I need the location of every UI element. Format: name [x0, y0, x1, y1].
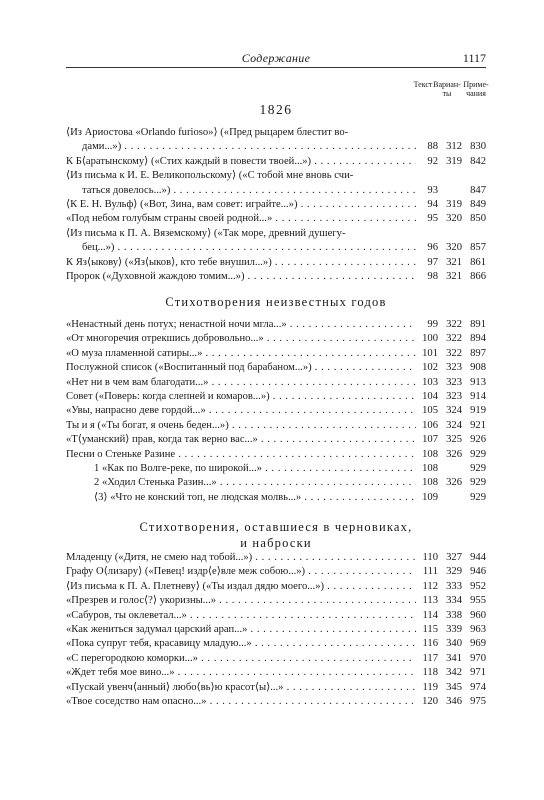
entry-title: ⟨3⟩ «Что не конский топ, не людская молвь...» [94, 491, 302, 503]
text-page: 101 [422, 347, 438, 359]
section-title-line: Стихотворения неизвестных годов [165, 295, 387, 309]
notes-page: 929 [470, 491, 486, 503]
variants-page: 339 [446, 623, 462, 635]
text-page: 113 [422, 595, 438, 607]
text-page: 96 [427, 242, 438, 254]
entry-title: «Под небом голубым страны своей родной...» [66, 213, 273, 225]
toc-entry[interactable] [66, 376, 486, 390]
notes-page: 960 [470, 609, 486, 621]
text-page: 110 [422, 552, 438, 563]
variants-page: 324 [446, 419, 462, 431]
text-page: 98 [427, 270, 438, 282]
notes-page: 908 [470, 362, 486, 374]
entry-title: «Презрев и голос⟨?⟩ укоризны...» [66, 595, 217, 607]
entry-title: «Ждет тебя мое вино...» [66, 667, 175, 679]
text-page: 119 [422, 681, 438, 693]
toc-entry[interactable] [66, 227, 486, 241]
entry-title: Графу О⟨лизару⟩ («Певец! издр⟨е⟩вле меж собою...») [66, 566, 306, 578]
variants-page: 319 [446, 155, 462, 167]
entry-title: 1 «Как по Волге-реке, по широкой...» [94, 462, 262, 474]
toc-entry[interactable] [66, 462, 486, 476]
variants-page: 324 [446, 405, 462, 417]
notes-page: 861 [470, 256, 486, 268]
entry-title: «Пока супруг тебя, красавицу младую...» [66, 638, 252, 650]
toc-entry[interactable] [66, 198, 486, 212]
entry-title: «Увы, напрасно деве гордой...» [66, 405, 206, 417]
toc-entry[interactable] [66, 404, 486, 418]
toc-list [66, 551, 486, 709]
entry-title: К Яз⟨ыкову⟩ («Яз⟨ыков⟩, кто тебе внушил...») [66, 256, 272, 268]
notes-page: 926 [470, 434, 486, 446]
toc-entry[interactable] [66, 169, 486, 183]
text-page: 97 [427, 256, 438, 268]
notes-page: 946 [470, 566, 486, 578]
notes-page: 970 [470, 652, 486, 664]
toc-entry[interactable] [66, 126, 486, 140]
section-title-line: и наброски [240, 536, 312, 550]
notes-page: 914 [470, 390, 486, 402]
notes-page: 897 [470, 347, 486, 359]
entry-title: «Нет ни в чем вам благодати...» [66, 376, 209, 388]
entry-title: «Пускай увенч⟨анный⟩ любо⟨вь⟩ю красот⟨ы⟩...» [66, 681, 284, 693]
entry-title: Пророк («Духовной жаждою томим...») [66, 270, 245, 282]
variants-page: 340 [446, 638, 462, 650]
section-title-line: Стихотворения, оставшиеся в черновиках, [139, 520, 413, 534]
variants-page: 345 [446, 681, 462, 693]
notes-page: 944 [470, 552, 486, 563]
notes-page: 929 [470, 462, 486, 474]
variants-page: 312 [446, 141, 462, 153]
entry-title: «С перегородкою коморки...» [66, 652, 198, 664]
toc-entry[interactable] [66, 580, 486, 594]
entry-title: Послужной список («Воспитанный под барабаном...») [66, 362, 312, 374]
column-headers [66, 77, 489, 101]
entry-title: «Сабуров, ты оклеветал...» [66, 609, 187, 621]
notes-page: 929 [470, 448, 486, 460]
text-page: 112 [422, 580, 438, 592]
text-page: 115 [422, 623, 438, 635]
notes-page: 894 [470, 333, 486, 345]
col-notes-label-2: чания [466, 89, 486, 98]
toc-entry[interactable] [66, 184, 486, 198]
text-page: 88 [427, 141, 438, 153]
toc-entry[interactable] [66, 448, 486, 462]
header-rule [66, 67, 486, 68]
toc-entry[interactable] [66, 332, 486, 346]
toc-entry[interactable] [66, 390, 486, 404]
notes-page: 921 [470, 419, 486, 431]
entry-title: Ты и я («Ты богат, я очень беден...») [66, 419, 229, 431]
text-page: 105 [422, 405, 438, 417]
variants-page: 323 [446, 390, 462, 402]
variants-page: 338 [446, 609, 462, 621]
notes-page: 975 [470, 695, 486, 707]
entry-title: Младенцу («Дитя, не смею над тобой...») [66, 552, 253, 563]
variants-page: 320 [446, 213, 462, 225]
variants-page: 325 [446, 434, 462, 446]
header-title: Содержание [241, 51, 311, 65]
entry-title: 2 «Ходил Стенька Разин...» [94, 477, 217, 489]
toc-entry[interactable] [66, 609, 486, 623]
toc-entry[interactable] [66, 241, 486, 255]
toc-entry[interactable] [66, 361, 486, 375]
toc-entry[interactable] [66, 637, 486, 651]
text-page: 102 [422, 362, 438, 374]
variants-page: 327 [446, 552, 462, 563]
entry-title: дами...») [82, 141, 122, 153]
entry-title: Совет («Поверь: когда слепней и комаров...») [66, 390, 270, 402]
page [66, 0, 489, 800]
notes-page: 857 [470, 242, 486, 254]
notes-page: 952 [470, 580, 486, 592]
variants-page: 326 [446, 477, 462, 489]
entry-title: «О муза пламенной сатиры...» [66, 347, 203, 359]
entry-title: ⟨Из письма к П. А. Плетневу⟩ («Ты издал дядю моего...») [66, 580, 325, 592]
notes-page: 913 [470, 376, 486, 388]
entry-title: «Т⟨уманский⟩ прав, когда так верно вас...» [66, 434, 258, 446]
toc-entry[interactable] [66, 212, 486, 226]
entry-title: Песни о Стеньке Разине [66, 448, 176, 460]
text-page: 99 [427, 319, 438, 330]
variants-page: 321 [446, 256, 462, 268]
text-page: 95 [427, 213, 438, 225]
toc-entry[interactable] [66, 652, 486, 666]
col-variants-label-1: Вариан- [433, 80, 461, 89]
variants-page: 320 [446, 242, 462, 254]
notes-page: 919 [470, 405, 486, 417]
notes-page: 849 [470, 198, 486, 210]
toc-entry[interactable] [66, 318, 486, 332]
text-page: 100 [422, 333, 438, 345]
variants-page: 321 [446, 270, 462, 282]
col-variants-label-2: ты [442, 89, 452, 98]
text-page: 103 [422, 376, 438, 388]
toc-entry[interactable] [66, 695, 486, 709]
variants-page: 342 [446, 667, 462, 679]
text-page: 120 [422, 695, 438, 707]
variants-page: 322 [446, 333, 462, 345]
entry-title: ⟨Из письма к П. А. Вяземскому⟩ («Так море, древний душегу- [66, 227, 346, 239]
notes-page: 929 [470, 477, 486, 489]
variants-page: 333 [446, 580, 462, 592]
notes-page: 830 [470, 141, 486, 153]
variants-page: 329 [446, 566, 462, 578]
variants-page: 319 [446, 198, 462, 210]
toc-entry[interactable] [66, 476, 486, 490]
toc-entry[interactable] [66, 419, 486, 433]
text-page: 93 [427, 184, 438, 196]
text-page: 108 [422, 448, 438, 460]
toc-list [66, 126, 486, 284]
entry-title: «Ненастный день потух; ненастной ночи мгла...» [66, 319, 287, 330]
variants-page: 323 [446, 376, 462, 388]
toc-entry[interactable] [66, 565, 486, 579]
text-page: 114 [422, 609, 438, 621]
notes-page: 963 [470, 623, 486, 635]
entry-title: «От многоречия отрекшись добровольно...» [66, 333, 264, 345]
variants-page: 334 [446, 595, 462, 607]
col-text-label: Текст [413, 80, 433, 89]
text-page: 108 [422, 477, 438, 489]
text-page: 111 [422, 566, 438, 578]
toc-entry[interactable] [66, 681, 486, 695]
entry-title: бец...») [82, 242, 115, 254]
text-page: 92 [427, 155, 438, 167]
text-page: 117 [422, 652, 438, 664]
notes-page: 847 [470, 184, 486, 196]
toc-entry[interactable] [66, 491, 486, 505]
toc-entry[interactable] [66, 347, 486, 361]
notes-page: 974 [470, 681, 486, 693]
section-title [66, 102, 486, 118]
notes-page: 969 [470, 638, 486, 650]
section-title [66, 519, 486, 551]
toc-entry[interactable] [66, 594, 486, 608]
toc-entry[interactable] [66, 666, 486, 680]
text-page: 106 [422, 419, 438, 431]
section-title [66, 294, 486, 310]
variants-page: 341 [446, 652, 462, 664]
notes-page: 891 [470, 319, 486, 330]
variants-page: 322 [446, 319, 462, 330]
section-title-line: 1826 [259, 102, 293, 117]
text-page: 104 [422, 390, 438, 402]
text-page: 109 [422, 491, 438, 503]
entry-title: ⟨Из Ариостова «Orlando furioso»⟩ («Пред рыцарем блестит во- [66, 127, 349, 138]
entry-title: К Б⟨аратынскому⟩ («Стих каждый в повести твоей...») [66, 155, 312, 167]
entry-title: «Как жениться задумал царский арап...» [66, 623, 248, 635]
notes-page: 866 [470, 270, 486, 282]
toc-entry[interactable] [66, 270, 486, 284]
variants-page: 326 [446, 448, 462, 460]
text-page: 108 [422, 462, 438, 474]
variants-page: 322 [446, 347, 462, 359]
toc-entry[interactable] [66, 433, 486, 447]
text-page: 94 [427, 198, 438, 210]
toc-entry[interactable] [66, 623, 486, 637]
variants-page: 323 [446, 362, 462, 374]
entry-title: таться довелось...») [82, 184, 171, 196]
notes-page: 955 [470, 595, 486, 607]
entry-title: «Твое соседство нам опасно...» [66, 695, 207, 707]
toc-entry[interactable] [66, 551, 486, 565]
notes-page: 842 [470, 155, 486, 167]
variants-page: 346 [446, 695, 462, 707]
col-notes-label-1: Приме- [463, 80, 489, 89]
toc-list [66, 318, 486, 505]
text-page: 118 [422, 667, 438, 679]
text-page: 107 [422, 434, 438, 446]
text-page: 116 [422, 638, 438, 650]
notes-page: 850 [470, 213, 486, 225]
toc-entry[interactable] [66, 140, 486, 154]
page-number: 1117 [462, 51, 486, 65]
entry-title: ⟨К Е. Н. Вульф⟩ («Вот, Зина, вам совет: играйте...») [66, 198, 298, 210]
toc-entry[interactable] [66, 256, 486, 270]
entry-title: ⟨Из письма к И. Е. Великопольскому⟩ («С тобой мне вновь счи- [66, 170, 354, 182]
notes-page: 971 [470, 667, 486, 679]
toc-entry[interactable] [66, 155, 486, 169]
